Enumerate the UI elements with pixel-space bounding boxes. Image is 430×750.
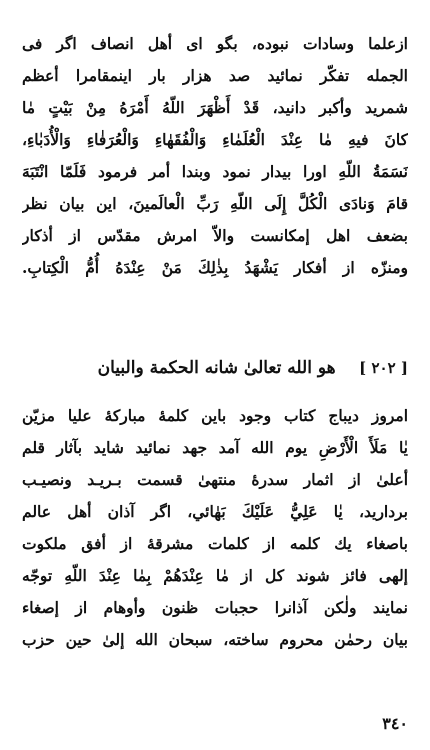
text-line: باصغاء یك كلمه از کلمات مشرقهٔ از أفق ملکوت [22,534,408,553]
text-line: كانَ فيهِ مٰا عِنْدَ الْعُلَمٰاءِ وَالْفُقَهٰاءِ وَالْعُرَفٰاءِ وَالْأُدَبٰاءِ، [22,130,408,149]
text-line: بضعف اهل إمکانست والاّ امرش مقدّس از أذکار [22,226,408,245]
text-line: ازعلما وسادات نبوده، بگو ای أهل انصاف اگر فی [22,34,408,53]
text-line: بیان رحمٰن محروم ساخته، سبحان الله إلیٰ حین حزب [22,630,408,649]
text-line: الجمله تفکّر نمائید صد هزار بار اینمقامرا أعظم [22,66,408,85]
text-line: يٰا مَلَأَ الْأَرْضِ یوم الله آمد جهد نمائید شاید بآثار قلم [22,438,408,457]
page-number: ٣٤٠ [382,714,408,733]
paragraph-bottom [22,400,408,656]
text-line: شمرید وأکبر دانید، قَدْ أَظْهَرَ اللّهُ أَمْرَهُ مِنْ بَيْتٍ مٰا [22,98,408,117]
section-number: [ ۲۰۲ ] [359,359,408,377]
text-line: قامَ وَنادَى الْكُلَّ إِلَى اللّهِ رَبِّ الْعالَمينَ، این بیان نظر [22,194,408,213]
text-line: أعلیٰ از اثمار سدرهٔ منتهیٰ قسمت بـریـد ونصيـب [22,470,408,489]
text-line: نمایند ولٰکن آذانرا حجبات ظنون وأوهام از إصغاء [22,598,408,617]
paragraph-top [22,28,408,284]
text-line: بردارید، يٰا عَلِيُّ عَلَيْكَ بَهٰائي، اگر آذان أهل عالم [22,502,408,521]
text-line: نَسَمَةُ اللّهِ اورا بیدار نمود وبندا أمر فرمود فَلَمّا انْتَبَهَ [22,162,408,181]
section-title: هو الله تعالیٰ شانه الحكمة والبيان [97,358,336,378]
text-line: ومنزّه از أفکار يَشْهَدُ بِذٰلِكَ مَنْ عِنْدَهُ أُمُّ الْكِتابِ. [22,258,408,277]
text-line: امروز دیباج کتاب وجود باین کلمهٔ مبارکهٔ علیا مزیّن [22,406,408,425]
section-heading [22,352,408,384]
text-line: إلهی فائز شوند کل از مٰا عِنْدَهُمْ بِمٰا عِنْدَ اللّهِ توجّه [22,566,408,585]
